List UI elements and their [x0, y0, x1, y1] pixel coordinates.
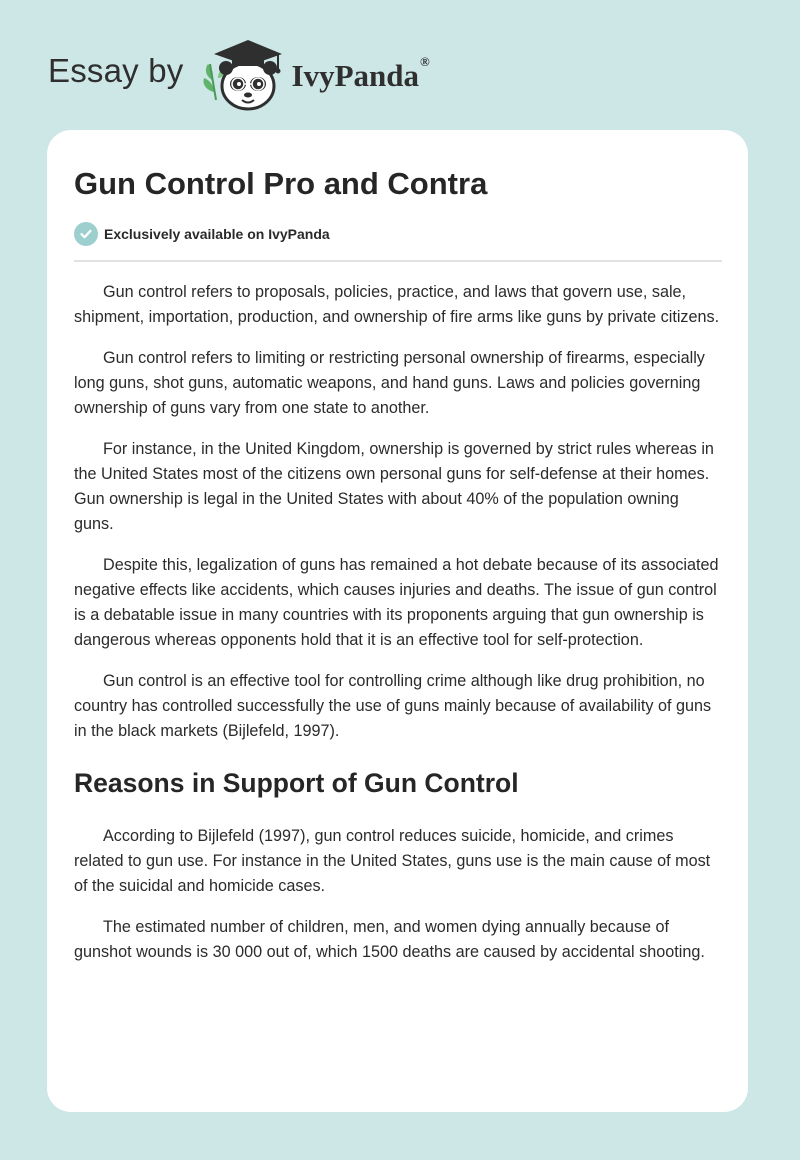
intro-section: [74, 280, 722, 744]
page-title: Gun Control Pro and Contra: [74, 166, 488, 201]
title-divider: [74, 260, 722, 262]
brand-prefix: Essay by: [48, 52, 184, 89]
paragraph: For instance, in the United Kingdom, ownership is governed by strict rules whereas in the United States most of the citizens own personal guns for self-defense at their homes. Gun ownership is legal in the United States with about 40% of the population owning guns.: [74, 440, 714, 533]
essay-card: [47, 130, 748, 1112]
panda-logo-icon: [198, 34, 288, 114]
paragraph: According to Bijlefeld (1997), gun control reduces suicide, homicide, and crimes related to gun use. For instance in the United States, guns use is the main cause of most of the suicidal and homicide cases.: [74, 827, 711, 895]
paragraph: Gun control refers to proposals, policies, practice, and laws that govern use, sale, shipment, importation, production, and ownership of fire arms like guns by private citizens.: [74, 283, 720, 326]
check-icon: [74, 222, 98, 246]
brand-name: IvyPanda®: [291, 54, 430, 93]
exclusive-badge-label: Exclusively available on IvyPanda: [104, 226, 330, 242]
paragraph: The estimated number of children, men, and women dying annually because of gunshot wounds is 30 000 out of, which 1500 deaths are caused by accidental shooting.: [74, 918, 705, 961]
paragraph: Gun control is an effective tool for controlling crime although like drug prohibition, no country has controlled successfully the use of guns mainly because of availability of guns in the black markets (Bijlefeld, 1997).: [74, 672, 712, 740]
exclusive-badge: [74, 222, 722, 246]
support-section: [74, 824, 722, 965]
paragraph: Despite this, legalization of guns has remained a hot debate because of its associated negative effects like accidents, which causes injuries and deaths. The issue of gun control is a debatable issue in many countries with its proponents arguing that gun ownership is dangerous whereas opponents hold that it is an effective tool for self-protection.: [74, 556, 719, 649]
site-brand[interactable]: [48, 34, 430, 114]
section-heading: Reasons in Support of Gun Control: [74, 768, 519, 798]
registered-mark: ®: [419, 54, 430, 69]
paragraph: Gun control refers to limiting or restricting personal ownership of firearms, especially long guns, shot guns, automatic weapons, and hand guns. Laws and policies governing ownership of guns vary from one state to another.: [74, 349, 705, 417]
